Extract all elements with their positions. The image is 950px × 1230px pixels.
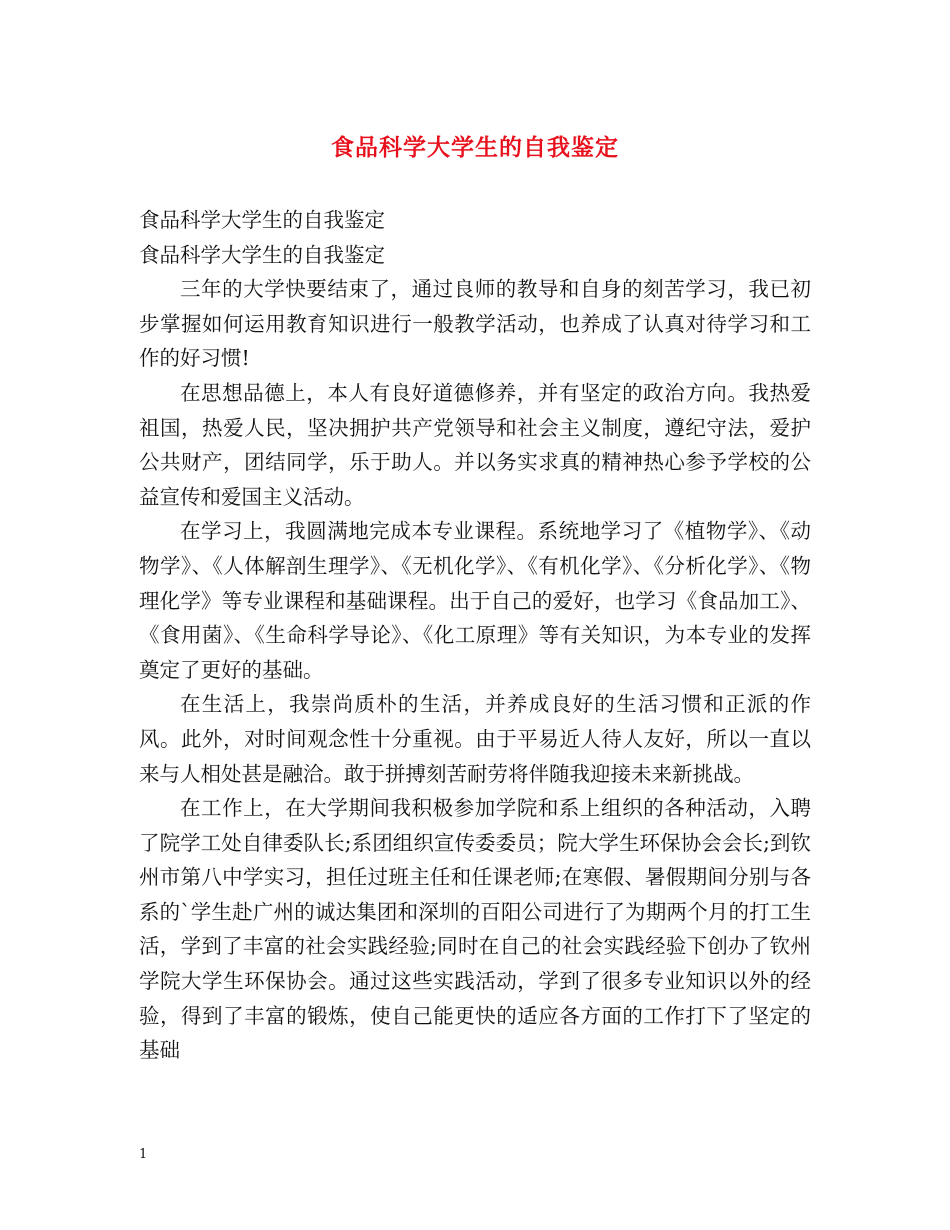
paragraph: 在学习上，我圆满地完成本专业课程。系统地学习了《植物学》、《动物学》、《人体解剖生理学》、《无机化学》、《有机化学》、《分析化学》、《物理化学》等专业课程和基础课程。出于自己的爱好，也学习《食品加工》、《食用菌》、《生命科学导论》、《化工原理》等有关知识，为本专业的发挥奠定了更好的基础。 [139,519,811,682]
document-title: 食品科学大学生的自我鉴定 [331,134,619,161]
paragraph: 三年的大学快要结束了，通过良师的教导和自身的刻苦学习，我已初步掌握如何运用教育知识进行一般教学活动，也养成了认真对待学习和工作的好习惯! [139,277,811,371]
paragraph: 在思想品德上，本人有良好道德修养，并有坚定的政治方向。我热爱祖国，热爱人民，坚决拥护共产党领导和社会主义制度，遵纪守法，爱护公共财产，团结同学，乐于助人。并以务实求真的精神热心参予学校的公益宣传和爱国主义活动。 [139,380,811,509]
subtitle-line: 食品科学大学生的自我鉴定 [139,242,385,267]
document-body [139,203,811,1068]
subtitle-line: 食品科学大学生的自我鉴定 [139,208,385,232]
page-number: 1 [139,1147,148,1162]
paragraph: 在工作上，在大学期间我积极参加学院和系上组织的各种活动，入聘了院学工处自律委队长;系团组织宣传委委员；院大学生环保协会会长;到钦州市第八中学实习，担任过班主任和任课老师;在寒假、暑假期间分别与各系的`学生赴广州的诚达集团和深圳的百阳公司进行了为期两个月的打工生活，学到了丰富的社会实践经验;同时在自己的社会实践经验下创办了钦州学院大学生环保协会。通过这些实践活动，学到了很多专业知识以外的经验，得到了丰富的锻炼，使自己能更快的适应各方面的工作打下了坚定的基础 [139,796,811,1063]
paragraph: 在生活上，我崇尚质朴的生活，并养成良好的生活习惯和正派的作风。此外，对时间观念性十分重视。由于平易近人待人友好，所以一直以来与人相处甚是融洽。敢于拼搏刻苦耐劳将伴随我迎接未来新挑战。 [139,692,811,786]
